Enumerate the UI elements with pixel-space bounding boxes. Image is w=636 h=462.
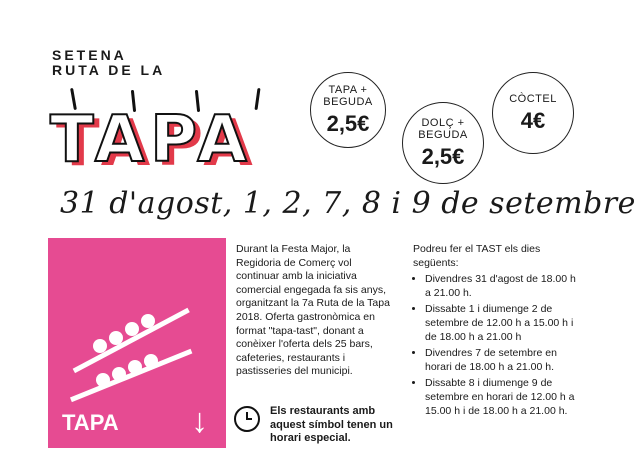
route-kicker xyxy=(52,48,165,78)
tapa-badge xyxy=(48,238,226,448)
list-item: • Dissabte 8 i diumenge 9 de setembre en horari de 12.00 h a 15.00 h i de 18.00 h a 21.00 h. xyxy=(425,377,583,418)
schedule-list xyxy=(413,273,583,418)
price-coctel xyxy=(492,72,574,154)
price-label-1: DOLÇ + xyxy=(421,117,465,129)
schedule-block xyxy=(413,243,583,421)
price-dolc-beguda xyxy=(402,102,484,184)
badge-label: TAPA xyxy=(62,410,119,435)
list-item: • Divendres 31 d'agost de 18.00 h a 21.00 h. xyxy=(425,273,583,300)
price-label-2: BEGUDA xyxy=(418,129,468,141)
price-value: 2,5€ xyxy=(421,144,465,169)
list-item: • Divendres 7 de setembre en horari de 18.00 h a 21.00 h. xyxy=(425,347,583,374)
price-label-2: BEGUDA xyxy=(323,96,373,108)
clock-icon xyxy=(234,406,260,432)
price-tapa-beguda xyxy=(310,72,386,148)
event-dates: 31 d'agost, 1, 2, 7, 8 i 9 de setembre xyxy=(60,186,636,221)
price-label-1: TAPA + xyxy=(328,84,368,96)
special-hours-note: Els restaurants amb aquest símbol tenen un horari especial. xyxy=(270,405,393,444)
tapa-title: TAPA xyxy=(50,103,253,177)
arrow-down-icon: ↓ xyxy=(191,402,208,440)
price-value: 2,5€ xyxy=(326,111,370,136)
skewers-illustration xyxy=(48,238,226,418)
price-label-1: CÒCTEL xyxy=(509,93,557,105)
intro-paragraph: Durant la Festa Major, la Regidoria de Comerç vol continuar amb la iniciativa comercial engegada fa sis anys, organitzant la 7a Ruta de la Tapa 2018. Oferta gastronòmica en format "tapa-tast", donant a conèixer l'oferta dels 25 bars, cafeteries, restaurants i pastisseries del municipi. xyxy=(236,243,390,378)
list-item: • Dissabte 1 i diumenge 2 de setembre de 12.00 h a 15.00 h i de 18.00 h a 21.00 h xyxy=(425,303,583,344)
kicker-line-1: SETENA xyxy=(52,47,127,63)
schedule-intro: Podreu fer el TAST els dies següents: xyxy=(413,243,541,269)
price-value: 4€ xyxy=(520,108,546,133)
kicker-line-2: RUTA DE LA xyxy=(52,62,166,78)
